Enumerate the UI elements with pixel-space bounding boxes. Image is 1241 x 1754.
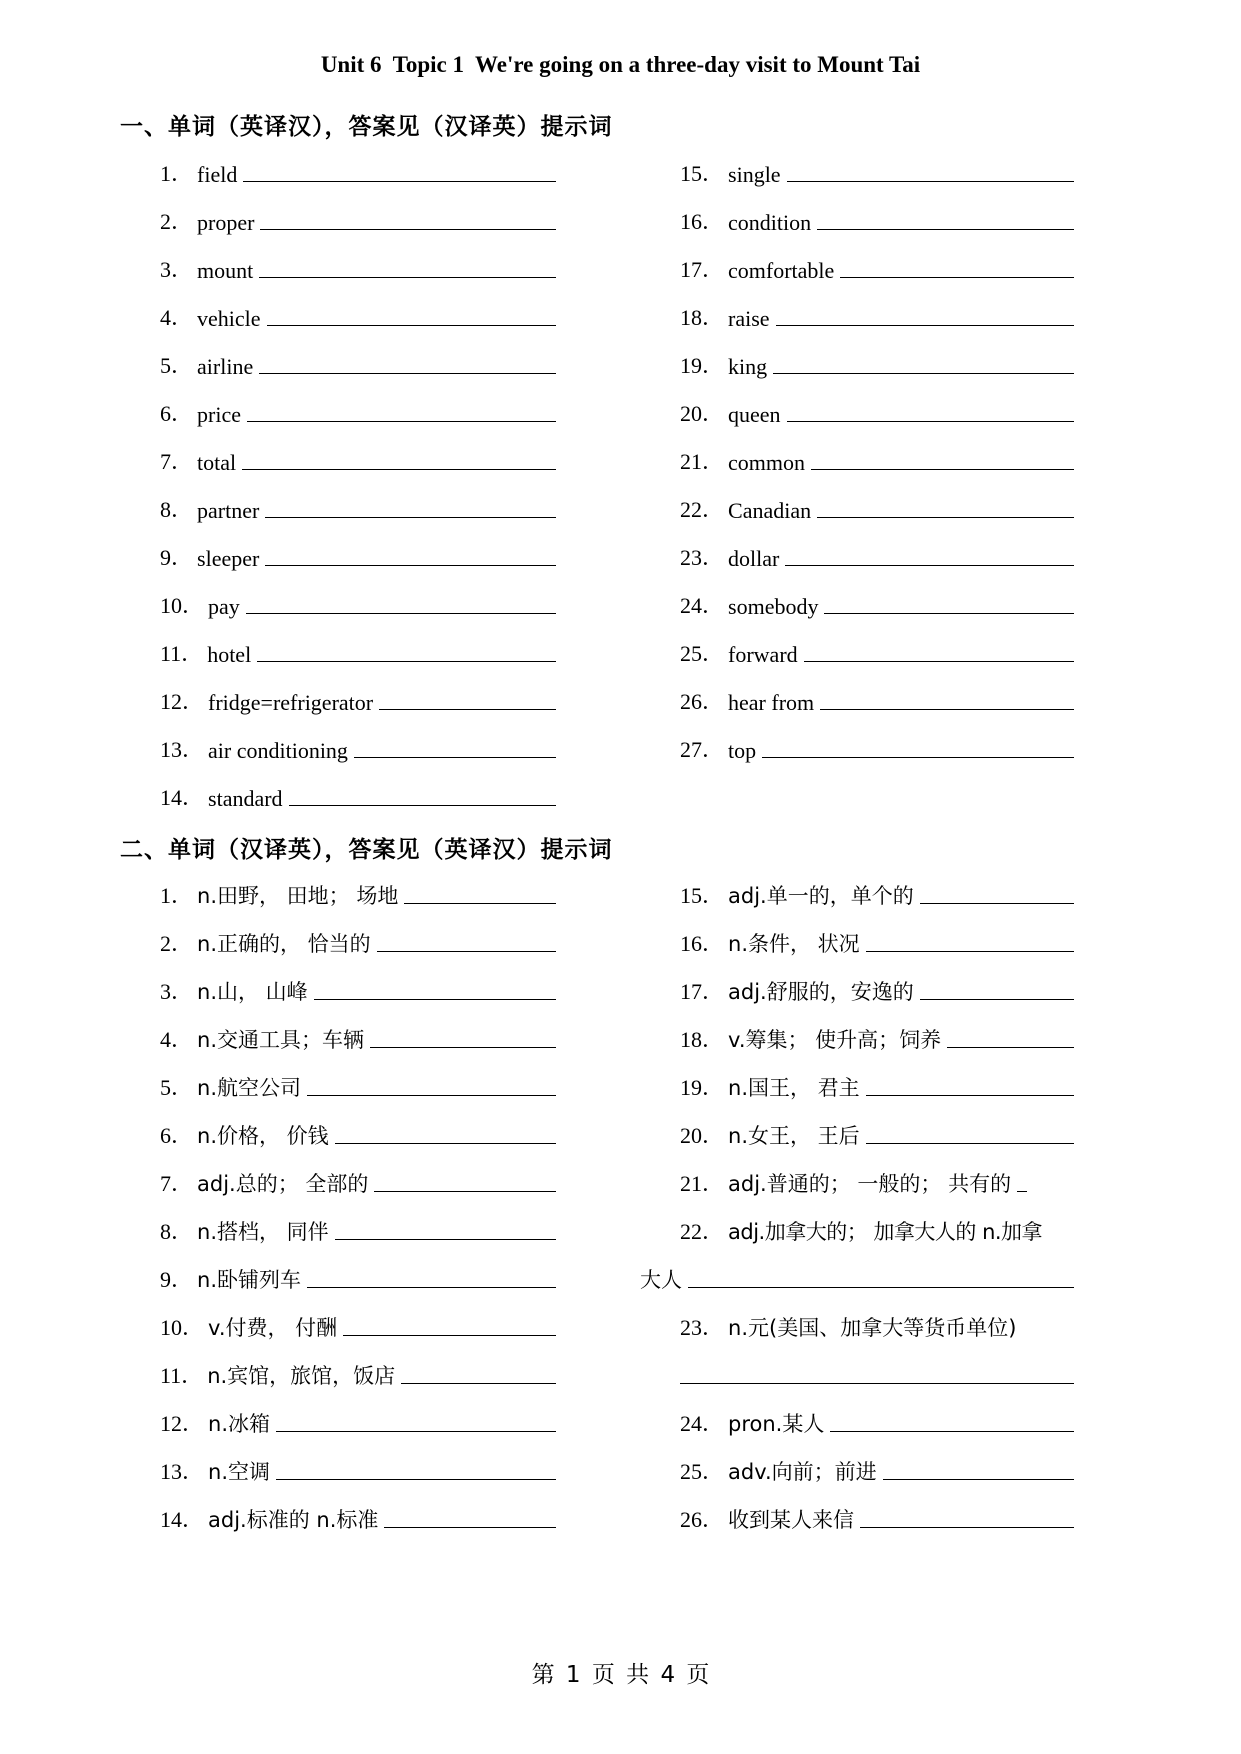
answer-blank[interactable] <box>243 180 556 182</box>
worksheet-item <box>680 188 1074 236</box>
answer-blank[interactable] <box>920 998 1074 1000</box>
item-number: 3． <box>160 979 194 1004</box>
item-term: common <box>728 450 806 475</box>
item-term: n.交通工具；车辆 <box>197 1028 364 1052</box>
item-number: 6． <box>160 1123 194 1148</box>
item-number: 7． <box>160 449 194 474</box>
item-number: 24． <box>680 1411 725 1436</box>
item-number: 24． <box>680 593 725 618</box>
worksheet-item <box>680 476 1074 524</box>
item-term: n.条件， 状况 <box>728 932 860 956</box>
worksheet-item <box>160 284 556 332</box>
answer-blank[interactable] <box>289 804 556 806</box>
item-term: mount <box>197 258 254 283</box>
page-title: Unit 6 Topic 1 We're going on a three-day visit to Mount Tai <box>320 52 921 77</box>
item-term: n.航空公司 <box>197 1076 302 1100</box>
item-term: Canadian <box>728 498 812 523</box>
item-number: 8． <box>160 497 194 522</box>
item-number: 20． <box>680 401 725 426</box>
answer-blank[interactable] <box>830 1430 1074 1432</box>
item-term: hear from <box>728 690 815 715</box>
page-footer: 第 1 页 共 4 页 <box>531 1662 710 1688</box>
worksheet-item <box>160 764 556 812</box>
item-term: sleeper <box>197 546 260 571</box>
item-number: 26． <box>680 1507 725 1532</box>
worksheet-item <box>640 1246 1074 1294</box>
item-number: 27． <box>680 737 725 762</box>
item-number: 13． <box>160 1459 205 1484</box>
worksheet-item <box>160 1102 556 1150</box>
item-number: 4． <box>160 305 194 330</box>
item-number: 8． <box>160 1219 194 1244</box>
worksheet-item <box>680 1486 1074 1534</box>
item-number: 5． <box>160 1075 194 1100</box>
worksheet-item <box>160 1198 556 1246</box>
worksheet-item <box>680 1390 1074 1438</box>
worksheet-item <box>680 1198 1074 1246</box>
answer-blank[interactable] <box>276 1478 556 1480</box>
item-term: adj.标准的 n.标准 <box>208 1508 379 1532</box>
worksheet-item <box>160 1294 556 1342</box>
answer-blank[interactable] <box>883 1478 1074 1480</box>
section-1-right-column <box>680 140 1074 764</box>
answer-blank[interactable] <box>947 1046 1074 1048</box>
item-term: n.卧铺列车 <box>197 1268 302 1292</box>
worksheet-item <box>680 332 1074 380</box>
answer-blank[interactable] <box>824 612 1074 614</box>
section-2-left-column <box>160 862 556 1534</box>
item-number: 17． <box>680 979 725 1004</box>
worksheet-item <box>160 1486 556 1534</box>
item-term: adj.总的； 全部的 <box>197 1172 369 1196</box>
item-number: 5． <box>160 353 194 378</box>
answer-blank[interactable] <box>370 1046 556 1048</box>
item-number: 4． <box>160 1027 194 1052</box>
item-number: 11． <box>160 641 204 666</box>
answer-blank[interactable] <box>804 660 1074 662</box>
section-2-heading: 二、单词（汉译英），答案见（英译汉）提示词 <box>120 837 613 863</box>
item-term: adj.加拿大的； 加拿大人的 n.加拿 <box>728 1220 1043 1244</box>
answer-blank[interactable] <box>840 276 1074 278</box>
worksheet-item <box>160 332 556 380</box>
item-number: 9． <box>160 1267 194 1292</box>
worksheet-item <box>160 668 556 716</box>
answer-blank[interactable] <box>259 276 556 278</box>
section-1-heading: 一、单词（英译汉），答案见（汉译英）提示词 <box>120 114 613 140</box>
item-number: 22． <box>680 1219 725 1244</box>
answer-blank[interactable] <box>267 324 556 326</box>
answer-blank[interactable] <box>377 950 556 952</box>
item-number: 9． <box>160 545 194 570</box>
answer-blank[interactable] <box>335 1238 556 1240</box>
answer-blank[interactable] <box>866 1142 1074 1144</box>
answer-blank[interactable] <box>259 372 556 374</box>
item-number: 3． <box>160 257 194 282</box>
answer-blank[interactable] <box>860 1526 1074 1528</box>
section-2-right-column <box>640 862 1074 1534</box>
item-term: adj.舒服的，安逸的 <box>728 980 914 1004</box>
item-number: 13． <box>160 737 205 762</box>
worksheet-item <box>160 862 556 910</box>
worksheet-item <box>160 910 556 958</box>
worksheet-item <box>160 428 556 476</box>
item-term: raise <box>728 306 770 331</box>
item-number: 10． <box>160 593 205 618</box>
item-term: dollar <box>728 546 780 571</box>
worksheet-item <box>680 958 1074 1006</box>
item-number: 14． <box>160 1507 205 1532</box>
worksheet-item <box>160 572 556 620</box>
answer-blank[interactable] <box>811 468 1074 470</box>
item-number: 10． <box>160 1315 205 1340</box>
item-term: top <box>728 738 757 763</box>
answer-blank[interactable] <box>260 228 556 230</box>
answer-blank[interactable] <box>773 372 1074 374</box>
worksheet-item <box>160 1246 556 1294</box>
item-term: proper <box>197 210 255 235</box>
answer-blank[interactable] <box>817 516 1074 518</box>
item-number: 16． <box>680 209 725 234</box>
worksheet-item <box>680 716 1074 764</box>
worksheet-item <box>160 1390 556 1438</box>
item-number: 2． <box>160 931 194 956</box>
worksheet-item <box>160 1438 556 1486</box>
answer-blank[interactable] <box>257 660 556 662</box>
item-term: v.付费， 付酬 <box>208 1316 338 1340</box>
item-term: n.宾馆，旅馆，饭店 <box>207 1364 396 1388</box>
item-term: n.空调 <box>208 1460 271 1484</box>
item-number: 18． <box>680 305 725 330</box>
item-term: single <box>728 162 781 187</box>
item-term: queen <box>728 402 781 427</box>
answer-blank[interactable] <box>343 1334 556 1336</box>
item-number: 16． <box>680 931 725 956</box>
item-term: field <box>197 162 238 187</box>
worksheet-item <box>680 910 1074 958</box>
answer-blank[interactable] <box>265 564 556 566</box>
answer-blank[interactable] <box>404 902 556 904</box>
item-term: n.国王， 君主 <box>728 1076 860 1100</box>
answer-blank[interactable] <box>246 612 556 614</box>
worksheet-item <box>680 140 1074 188</box>
worksheet-item <box>680 284 1074 332</box>
item-term: n.价格， 价钱 <box>197 1124 329 1148</box>
item-number: 25． <box>680 641 725 666</box>
worksheet-item <box>680 1006 1074 1054</box>
item-number: 25． <box>680 1459 725 1484</box>
worksheet-item <box>160 1006 556 1054</box>
item-term: comfortable <box>728 258 835 283</box>
section-1-left-column <box>160 140 556 812</box>
answer-blank[interactable] <box>866 950 1074 952</box>
item-term: pay <box>208 594 240 619</box>
item-term: n.元(美国、加拿大等货币单位) <box>728 1316 1017 1340</box>
worksheet-item <box>160 188 556 236</box>
worksheet-item <box>680 380 1074 428</box>
answer-blank[interactable] <box>762 756 1074 758</box>
item-term: price <box>197 402 241 427</box>
answer-blank[interactable] <box>866 1094 1074 1096</box>
worksheet-item <box>160 620 556 668</box>
worksheet-item <box>680 524 1074 572</box>
answer-blank[interactable] <box>314 998 556 1000</box>
item-term: king <box>728 354 768 379</box>
answer-blank[interactable] <box>374 1190 556 1192</box>
item-term: n.女王， 王后 <box>728 1124 860 1148</box>
answer-blank[interactable] <box>307 1094 556 1096</box>
worksheet-item <box>680 668 1074 716</box>
worksheet-item <box>680 1102 1074 1150</box>
item-number: 21． <box>680 449 725 474</box>
item-term: standard <box>208 786 283 811</box>
item-number: 17． <box>680 257 725 282</box>
item-number: 19． <box>680 353 725 378</box>
item-number: 1． <box>160 883 194 908</box>
worksheet-item <box>680 1294 1074 1342</box>
item-term: adv.向前；前进 <box>728 1460 877 1484</box>
answer-blank[interactable] <box>265 516 556 518</box>
worksheet-item <box>160 524 556 572</box>
item-term: partner <box>197 498 260 523</box>
item-term: total <box>197 450 237 475</box>
item-term: hotel <box>207 642 252 667</box>
answer-blank[interactable] <box>247 420 556 422</box>
item-term: n.冰箱 <box>208 1412 271 1436</box>
item-number: 1． <box>160 161 194 186</box>
answer-blank[interactable] <box>920 902 1074 904</box>
item-number: 6． <box>160 401 194 426</box>
answer-blank[interactable] <box>688 1286 1074 1288</box>
worksheet-item <box>160 476 556 524</box>
worksheet-item <box>680 428 1074 476</box>
worksheet-item <box>160 236 556 284</box>
answer-blank[interactable] <box>776 324 1074 326</box>
answer-blank[interactable] <box>242 468 556 470</box>
item-number: 26． <box>680 689 725 714</box>
item-term: vehicle <box>197 306 261 331</box>
worksheet-item <box>680 1150 1074 1198</box>
item-term: forward <box>728 642 798 667</box>
answer-blank[interactable] <box>820 708 1074 710</box>
item-term: airline <box>197 354 254 379</box>
answer-blank[interactable] <box>680 1382 1074 1384</box>
answer-blank[interactable] <box>1017 1190 1027 1192</box>
item-number: 15． <box>680 883 725 908</box>
item-term-continued: 大人 <box>640 1268 682 1292</box>
answer-blank[interactable] <box>335 1142 556 1144</box>
answer-blank[interactable] <box>401 1382 556 1384</box>
worksheet-item <box>680 1342 1074 1390</box>
item-term: 收到某人来信 <box>728 1508 855 1532</box>
answer-blank[interactable] <box>384 1526 556 1528</box>
worksheet-item <box>680 1054 1074 1102</box>
item-number: 23． <box>680 1315 725 1340</box>
item-term: adj.单一的，单个的 <box>728 884 914 908</box>
worksheet-item <box>160 380 556 428</box>
item-term: n.田野， 田地； 场地 <box>197 884 399 908</box>
worksheet-item <box>160 140 556 188</box>
item-number: 12． <box>160 689 205 714</box>
worksheet-item <box>680 1438 1074 1486</box>
item-term: pron.某人 <box>728 1412 825 1436</box>
item-number: 14． <box>160 785 205 810</box>
worksheet-item <box>160 1054 556 1102</box>
item-number: 20． <box>680 1123 725 1148</box>
worksheet-item <box>160 1150 556 1198</box>
answer-blank[interactable] <box>817 228 1074 230</box>
worksheet-item <box>680 236 1074 284</box>
item-number: 2． <box>160 209 194 234</box>
worksheet-item <box>160 1342 556 1390</box>
item-number: 7． <box>160 1171 194 1196</box>
item-term: fridge=refrigerator <box>208 690 374 715</box>
worksheet-item <box>160 716 556 764</box>
answer-blank[interactable] <box>785 564 1074 566</box>
answer-blank[interactable] <box>276 1430 556 1432</box>
item-term: air conditioning <box>208 738 348 763</box>
answer-blank[interactable] <box>787 180 1074 182</box>
answer-blank[interactable] <box>354 756 556 758</box>
item-term: adj.普通的； 一般的； 共有的 <box>728 1172 1012 1196</box>
item-term: n.搭档， 同伴 <box>197 1220 329 1244</box>
item-term: v.筹集； 使升高；饲养 <box>728 1028 942 1052</box>
worksheet-item <box>680 862 1074 910</box>
answer-blank[interactable] <box>787 420 1074 422</box>
item-number: 21． <box>680 1171 725 1196</box>
item-term: n.正确的， 恰当的 <box>197 932 371 956</box>
item-term: n.山， 山峰 <box>197 980 308 1004</box>
item-number: 22． <box>680 497 725 522</box>
item-number: 11． <box>160 1363 204 1388</box>
item-number: 12． <box>160 1411 205 1436</box>
item-term: condition <box>728 210 812 235</box>
worksheet-item <box>680 572 1074 620</box>
item-number: 19． <box>680 1075 725 1100</box>
answer-blank[interactable] <box>379 708 556 710</box>
answer-blank[interactable] <box>307 1286 556 1288</box>
item-number: 18． <box>680 1027 725 1052</box>
worksheet-item <box>680 620 1074 668</box>
item-number: 23． <box>680 545 725 570</box>
item-term: somebody <box>728 594 819 619</box>
item-number: 15． <box>680 161 725 186</box>
worksheet-item <box>160 958 556 1006</box>
